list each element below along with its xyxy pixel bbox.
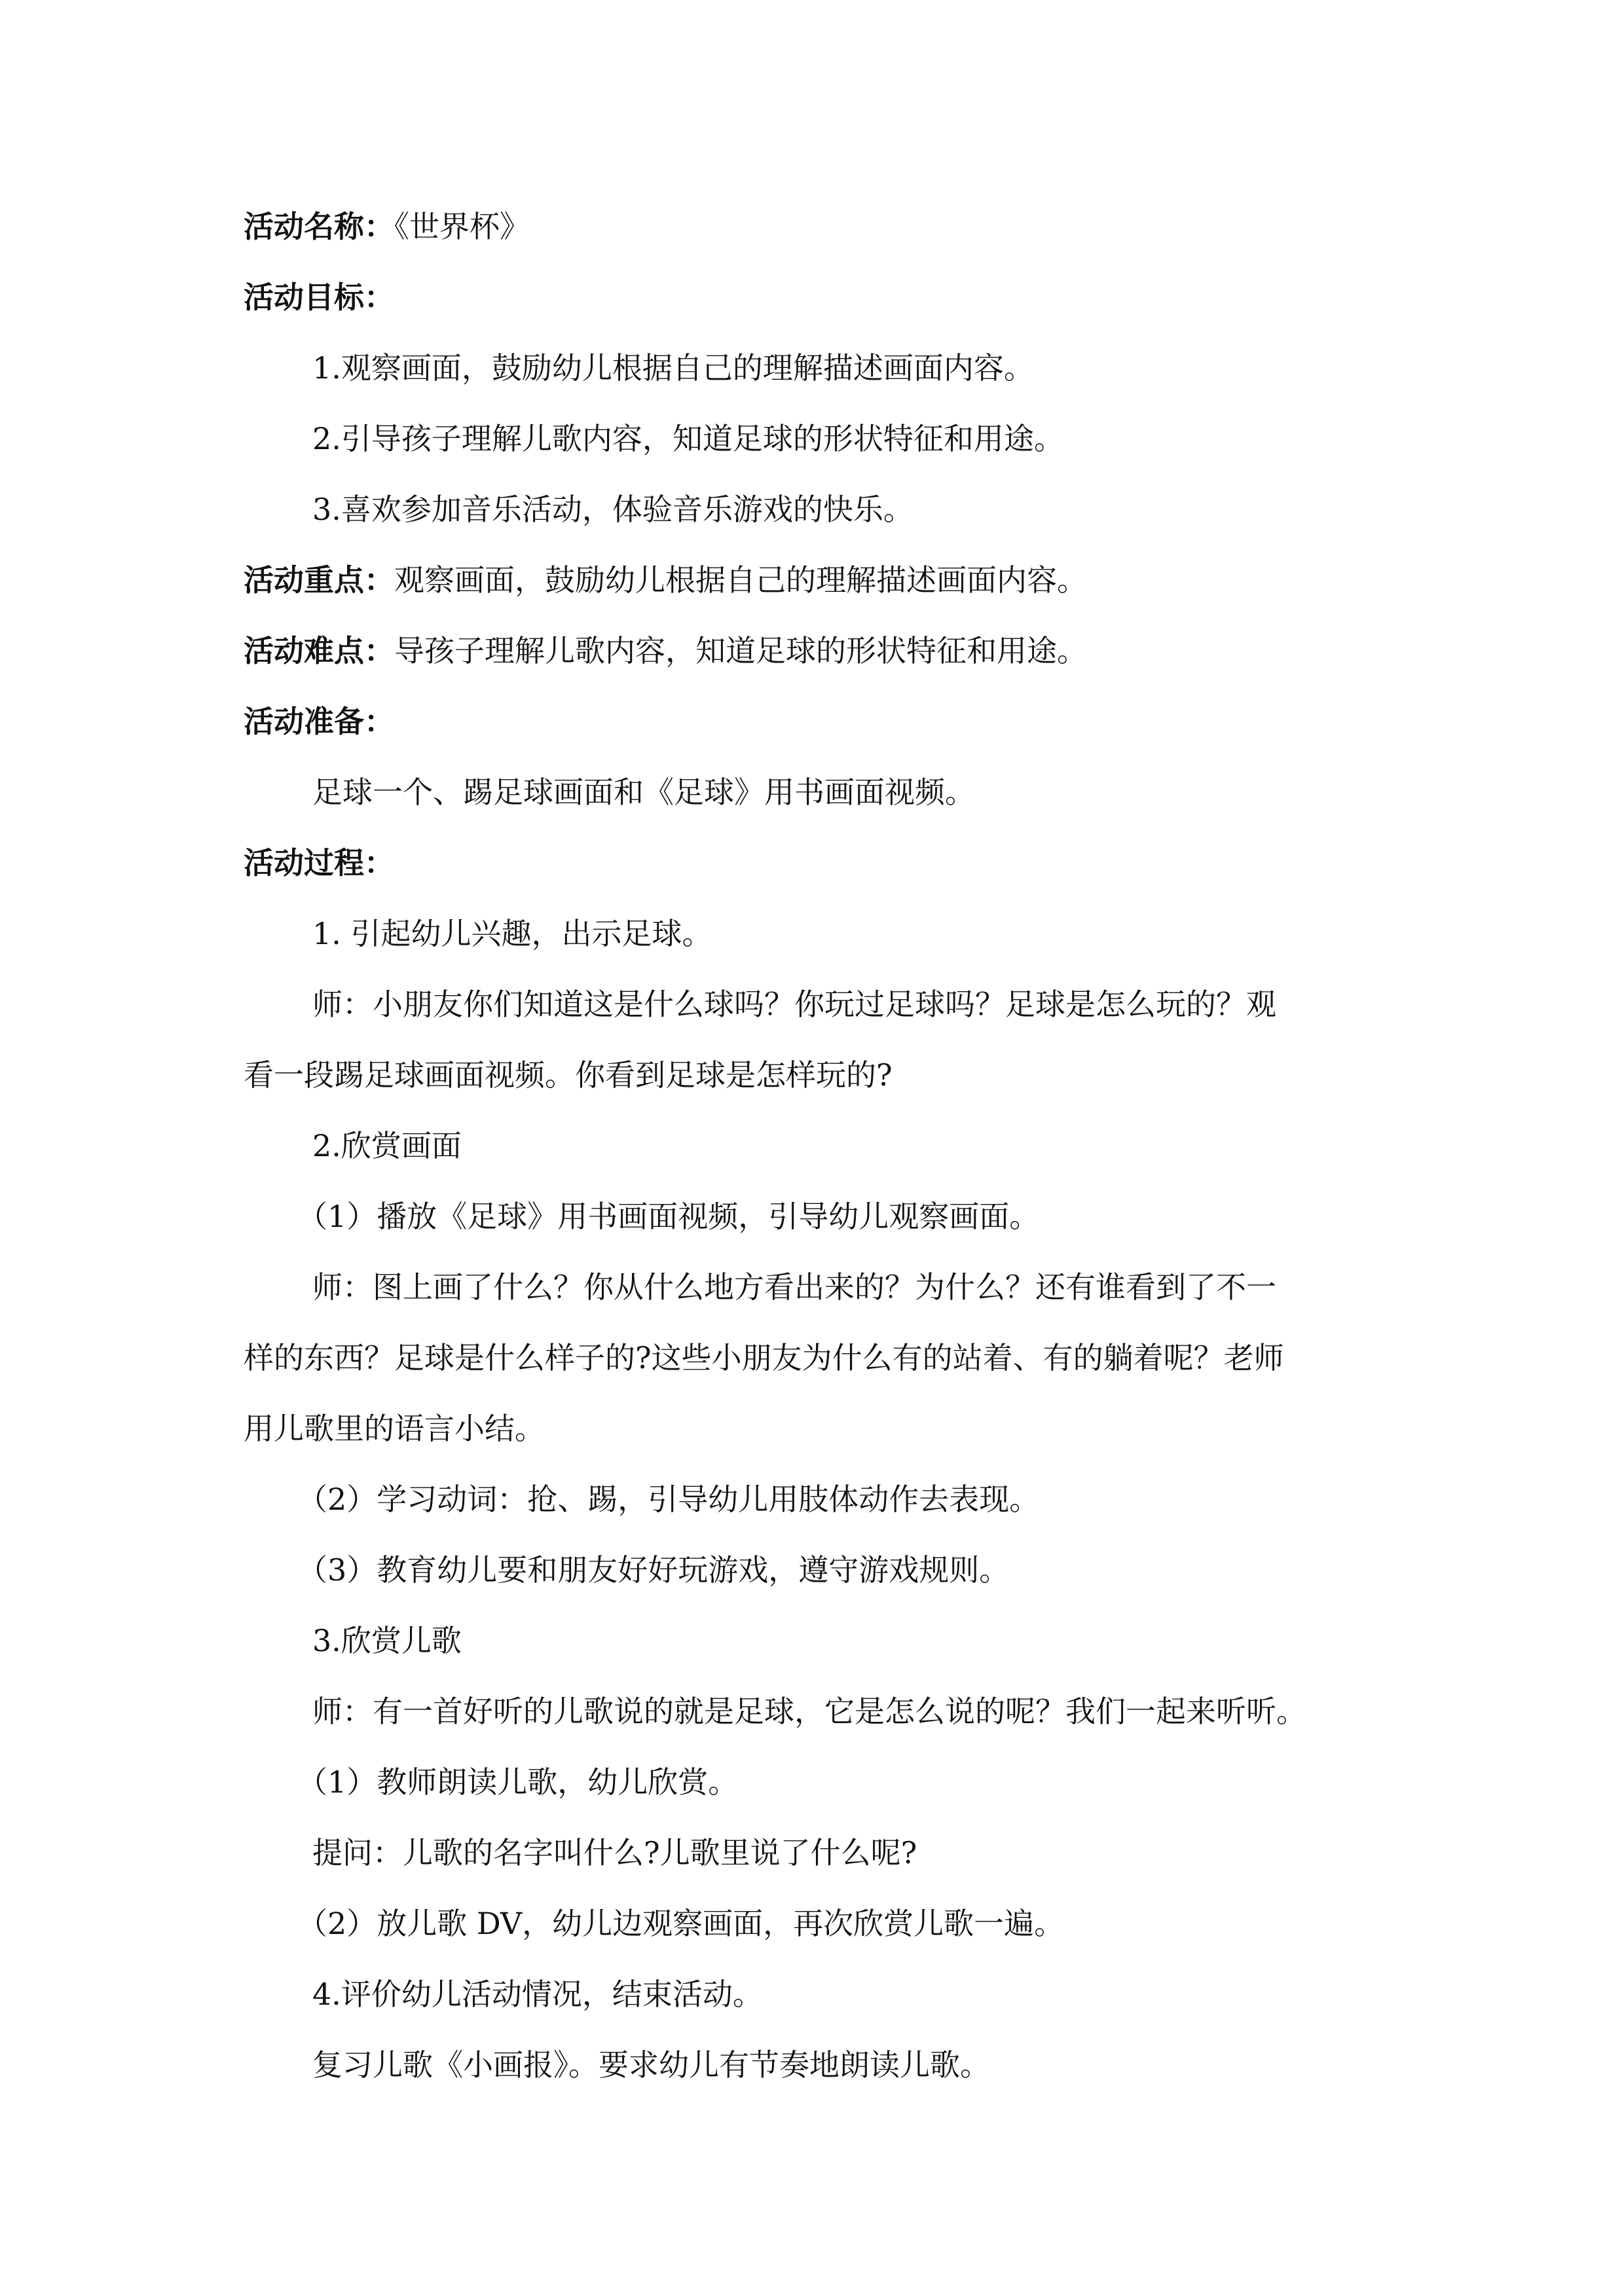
process-step-2: 2.欣赏画面 (312, 1128, 462, 1163)
activity-process-row (244, 845, 1396, 881)
goal-item: 3.喜欢参加音乐活动，体验音乐游戏的快乐。 (312, 492, 913, 527)
activity-name-label: 活动名称： (244, 209, 394, 244)
activity-prep-label: 活动准备： (244, 704, 394, 739)
activity-name-row (244, 208, 1396, 245)
activity-difficulty-value: 导孩子理解儿歌内容，知道足球的形状特征和用途。 (394, 633, 1087, 668)
process-step-3-teacher: 师：有一首好听的儿歌说的就是足球，它是怎么说的呢？我们一起来听听。 (312, 1694, 1306, 1729)
activity-name-value: 《世界杯》 (394, 209, 530, 244)
process-step-3: 3.欣赏儿歌 (312, 1623, 462, 1658)
process-step-1: 1. 引起幼儿兴趣，出示足球。 (312, 916, 712, 951)
activity-difficulty-row (244, 632, 1396, 669)
process-step-2-sub-2: （2）学习动词：抢、踢，引导幼儿用肢体动作去表现。 (297, 1482, 1040, 1517)
process-step-2-teacher (244, 1269, 1396, 1447)
activity-key-label: 活动重点： (244, 562, 394, 598)
goal-item: 1.观察画面，鼓励幼儿根据自己的理解描述画面内容。 (312, 350, 1034, 386)
activity-key-row (244, 562, 1396, 598)
process-step-2-sub-3: （3）教育幼儿要和朋友好好玩游戏，遵守游戏规则。 (297, 1552, 1010, 1588)
activity-prep-value: 足球一个、踢足球画面和《足球》用书画面视频。 (312, 774, 975, 810)
process-step-1-teacher (244, 986, 1396, 1093)
process-step-3-sub-1: （1）教师朗读儿歌，幼儿欣赏。 (297, 1764, 739, 1800)
paragraph-line: 样的东西？足球是什么样子的?这些小朋友为什么有的站着、有的躺着呢？老师 (244, 1340, 1284, 1376)
process-step-3-sub-2: （2）放儿歌 DV，幼儿边观察画面，再次欣赏儿歌一遍。 (297, 1906, 1065, 1941)
activity-process-label: 活动过程： (244, 845, 394, 881)
paragraph-line: 师：小朋友你们知道这是什么球吗？你玩过足球吗？足球是怎么玩的？观 (312, 987, 1276, 1022)
activity-goals-row (244, 279, 1396, 316)
activity-goals-label: 活动目标： (244, 280, 394, 315)
process-step-4: 4.评价幼儿活动情况，结束活动。 (312, 1977, 763, 2012)
paragraph-line: 用儿歌里的语言小结。 (244, 1411, 545, 1446)
goal-item: 2.引导孩子理解儿歌内容，知道足球的形状特征和用途。 (312, 421, 1064, 456)
document-body (244, 208, 1396, 2117)
paragraph-line: 师：图上画了什么？你从什么地方看出来的？为什么？还有谁看到了不一 (312, 1269, 1276, 1305)
process-step-2-sub-1: （1）播放《足球》用书画面视频，引导幼儿观察画面。 (297, 1199, 1040, 1234)
activity-difficulty-label: 活动难点： (244, 633, 394, 668)
paragraph-line: 看一段踢足球画面视频。你看到足球是怎样玩的? (244, 1057, 893, 1093)
process-step-3-question: 提问：儿歌的名字叫什么?儿歌里说了什么呢? (312, 1835, 917, 1870)
process-step-4-review: 复习儿歌《小画报》。要求幼儿有节奏地朗读儿歌。 (312, 2047, 990, 2083)
activity-key-value: 观察画面，鼓励幼儿根据自己的理解描述画面内容。 (394, 562, 1087, 598)
activity-prep-row (244, 703, 1396, 740)
